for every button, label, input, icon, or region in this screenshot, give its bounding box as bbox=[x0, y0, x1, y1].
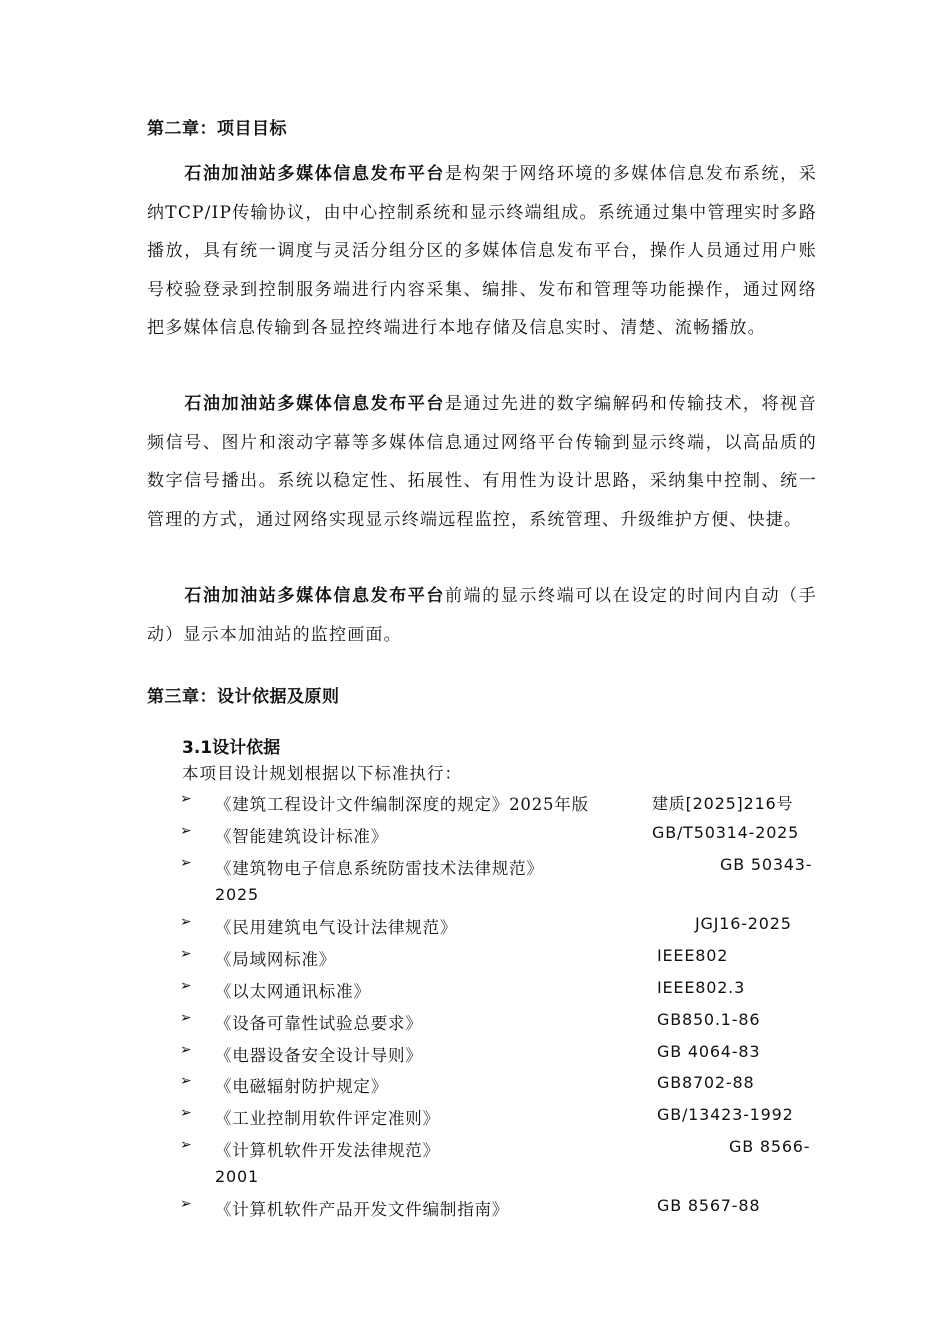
standard-title: 《计算机软件产品开发文件编制指南》 bbox=[215, 1200, 510, 1219]
standards-intro: 本项目设计规划根据以下标准执行： bbox=[182, 764, 462, 783]
platform-name: 石油加油站多媒体信息发布平台 bbox=[184, 394, 446, 414]
standard-title: 《工业控制用软件评定准则》 bbox=[215, 1109, 440, 1128]
bullet-arrow-icon: ➢ bbox=[180, 1073, 193, 1089]
standard-title: 《设备可靠性试验总要求》 bbox=[215, 1014, 423, 1033]
standard-code: GB 8567-88 bbox=[657, 1196, 761, 1215]
standard-code: IEEE802.3 bbox=[657, 978, 746, 997]
bullet-arrow-icon: ➢ bbox=[180, 946, 193, 962]
standard-item bbox=[180, 1042, 820, 1072]
standard-item bbox=[180, 823, 820, 853]
standard-code-continued: 2001 bbox=[215, 1167, 259, 1186]
standard-title: 《计算机软件开发法律规范》 bbox=[215, 1141, 440, 1160]
paragraph-text: 是通过先进的数字编解码和传输技术，将视音频信号、图片和滚动字幕等多媒体信息通过网络平台传输到显示终端，以高品质的数字信号播出。系统以稳定性、拓展性、有用性为设计思路，采纳集中控制、统一管理的方式，通过网络实现显示终端远程监控，系统管理、升级维护方便、快捷。 bbox=[147, 394, 817, 530]
platform-name: 石油加油站多媒体信息发布平台 bbox=[184, 164, 446, 184]
standard-code: GB 8566- bbox=[729, 1137, 811, 1156]
standard-title: 《智能建筑设计标准》 bbox=[215, 827, 388, 846]
bullet-arrow-icon: ➢ bbox=[180, 1196, 193, 1212]
standard-title: 《电器设备安全设计导则》 bbox=[215, 1046, 423, 1065]
standard-item bbox=[180, 914, 820, 944]
standard-item bbox=[180, 1105, 820, 1135]
platform-name: 石油加油站多媒体信息发布平台 bbox=[184, 586, 446, 606]
standard-code: IEEE802 bbox=[657, 946, 729, 965]
bullet-arrow-icon: ➢ bbox=[180, 1010, 193, 1026]
standard-code-continued: 2025 bbox=[215, 885, 259, 904]
standard-code: GB/T50314-2025 bbox=[652, 823, 800, 842]
standard-title: 《建筑物电子信息系统防雷技术法律规范》 bbox=[215, 859, 544, 878]
standard-item bbox=[180, 1073, 820, 1103]
standard-title: 《电磁辐射防护规定》 bbox=[215, 1077, 388, 1096]
bullet-arrow-icon: ➢ bbox=[180, 791, 193, 807]
standard-title: 《局域网标准》 bbox=[215, 950, 337, 969]
chapter2-paragraph-2 bbox=[147, 385, 817, 539]
standard-title: 《建筑工程设计文件编制深度的规定》2025年版 bbox=[215, 795, 589, 814]
paragraph-text: 前端的显示终端可以在设定的时间内自动（手动）显示本加油站的监控画面。 bbox=[147, 586, 817, 645]
standard-item bbox=[180, 946, 820, 976]
chapter2-paragraph-1 bbox=[147, 155, 817, 348]
standard-code: GB 50343- bbox=[720, 855, 813, 874]
standard-code: GB8702-88 bbox=[657, 1073, 755, 1092]
bullet-arrow-icon: ➢ bbox=[180, 823, 193, 839]
standard-code: GB/13423-1992 bbox=[657, 1105, 794, 1124]
chapter2-heading: 第二章：项目目标 bbox=[147, 119, 287, 139]
standard-code: GB850.1-86 bbox=[657, 1010, 761, 1029]
standard-title: 《民用建筑电气设计法律规范》 bbox=[215, 918, 458, 937]
bullet-arrow-icon: ➢ bbox=[180, 978, 193, 994]
chapter3-heading: 第三章：设计依据及原则 bbox=[147, 687, 340, 707]
standard-code: JGJ16-2025 bbox=[695, 914, 792, 933]
standard-item bbox=[180, 791, 820, 821]
standard-code: GB 4064-83 bbox=[657, 1042, 761, 1061]
bullet-arrow-icon: ➢ bbox=[180, 855, 193, 871]
standard-item bbox=[180, 1010, 820, 1040]
bullet-arrow-icon: ➢ bbox=[180, 1137, 193, 1153]
standard-item bbox=[180, 978, 820, 1008]
standard-item bbox=[180, 855, 820, 904]
standard-title: 《以太网通讯标准》 bbox=[215, 982, 371, 1001]
section-3-1-heading: 3.1设计依据 bbox=[182, 738, 281, 758]
chapter2-paragraph-3 bbox=[147, 577, 817, 654]
paragraph-text: 是构架于网络环境的多媒体信息发布系统，采纳TCP/IP传输协议，由中心控制系统和显示终端组成。系统通过集中管理实时多路播放，具有统一调度与灵活分组分区的多媒体信息发布平台，操作人员通过用户账号校验登录到控制服务端进行内容采集、编排、发布和管理等功能操作，通过网络把多媒体信息传输到各显控终端进行本地存储及信息实时、清楚、流畅播放。 bbox=[147, 164, 817, 339]
standard-code: 建质[2025]216号 bbox=[652, 794, 794, 813]
standard-item bbox=[180, 1137, 820, 1186]
standard-item bbox=[180, 1196, 820, 1226]
bullet-arrow-icon: ➢ bbox=[180, 1105, 193, 1121]
bullet-arrow-icon: ➢ bbox=[180, 914, 193, 930]
bullet-arrow-icon: ➢ bbox=[180, 1042, 193, 1058]
